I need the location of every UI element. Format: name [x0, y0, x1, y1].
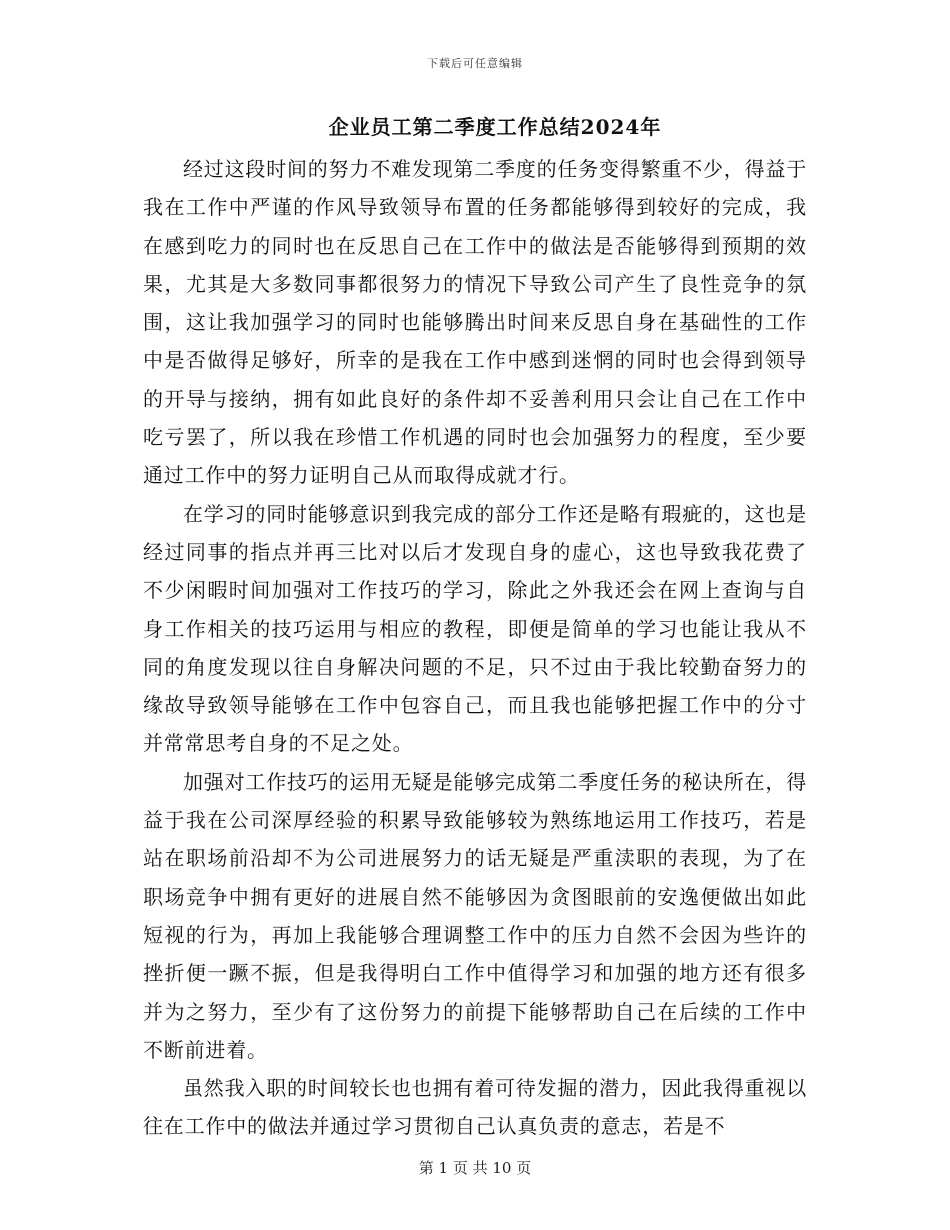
- document-body: [143, 112, 807, 1146]
- paragraph-3: 加强对工作技巧的运用无疑是能够完成第二季度任务的秘诀所在，得益于我在公司深厚经验的积累导致能够较为熟练地运用工作技巧，若是站在职场前沿却不为公司进展努力的话无疑是严重渎职的表现，为了在职场竞争中拥有更好的进展自然不能够因为贪图眼前的安逸便做出如此短视的行为，再加上我能够合理调整工作中的压力自然不会因为些许的挫折便一蹶不振，但是我得明白工作中值得学习和加强的地方还有很多并为之努力，至少有了这份努力的前提下能够帮助自己在后续的工作中不断前进着。: [143, 769, 807, 1062]
- paragraph-2: 在学习的同时能够意识到我完成的部分工作还是略有瑕疵的，这也是经过同事的指点并再三比对以后才发现自身的虚心，这也导致我花费了不少闲暇时间加强对工作技巧的学习，除此之外我还会在网上查询与自身工作相关的技巧运用与相应的教程，即便是简单的学习也能让我从不同的角度发现以往自身解决问题的不足，只不过由于我比较勤奋努力的缘故导致领导能够在工作中包容自己，而且我也能够把握工作中的分寸并常常思考自身的不足之处。: [143, 501, 807, 756]
- paragraph-4: 虽然我入职的时间较长也也拥有着可待发掘的潜力，因此我得重视以往在工作中的做法并通过学习贯彻自己认真负责的意志，若是不: [143, 1076, 807, 1139]
- page-footer-pagination: 第 1 页 共 10 页: [418, 1159, 532, 1177]
- page-header-note: 下载后可任意编辑: [427, 57, 523, 70]
- document-title: 企业员工第二季度工作总结2024年: [328, 115, 662, 139]
- paragraph-1: 经过这段时间的努力不难发现第二季度的任务变得繁重不少，得益于我在工作中严谨的作风导致领导布置的任务都能够得到较好的完成，我在感到吃力的同时也在反思自己在工作中的做法是否能够得到预期的效果，尤其是大多数同事都很努力的情况下导致公司产生了良性竞争的氛围，这让我加强学习的同时也能够腾出时间来反思自身在基础性的工作中是否做得足够好，所幸的是我在工作中感到迷惘的同时也会得到领导的开导与接纳，拥有如此良好的条件却不妥善利用只会让自己在工作中吃亏罢了，所以我在珍惜工作机遇的同时也会加强努力的程度，至少要通过工作中的努力证明自己从而取得成就才行。: [143, 157, 807, 488]
